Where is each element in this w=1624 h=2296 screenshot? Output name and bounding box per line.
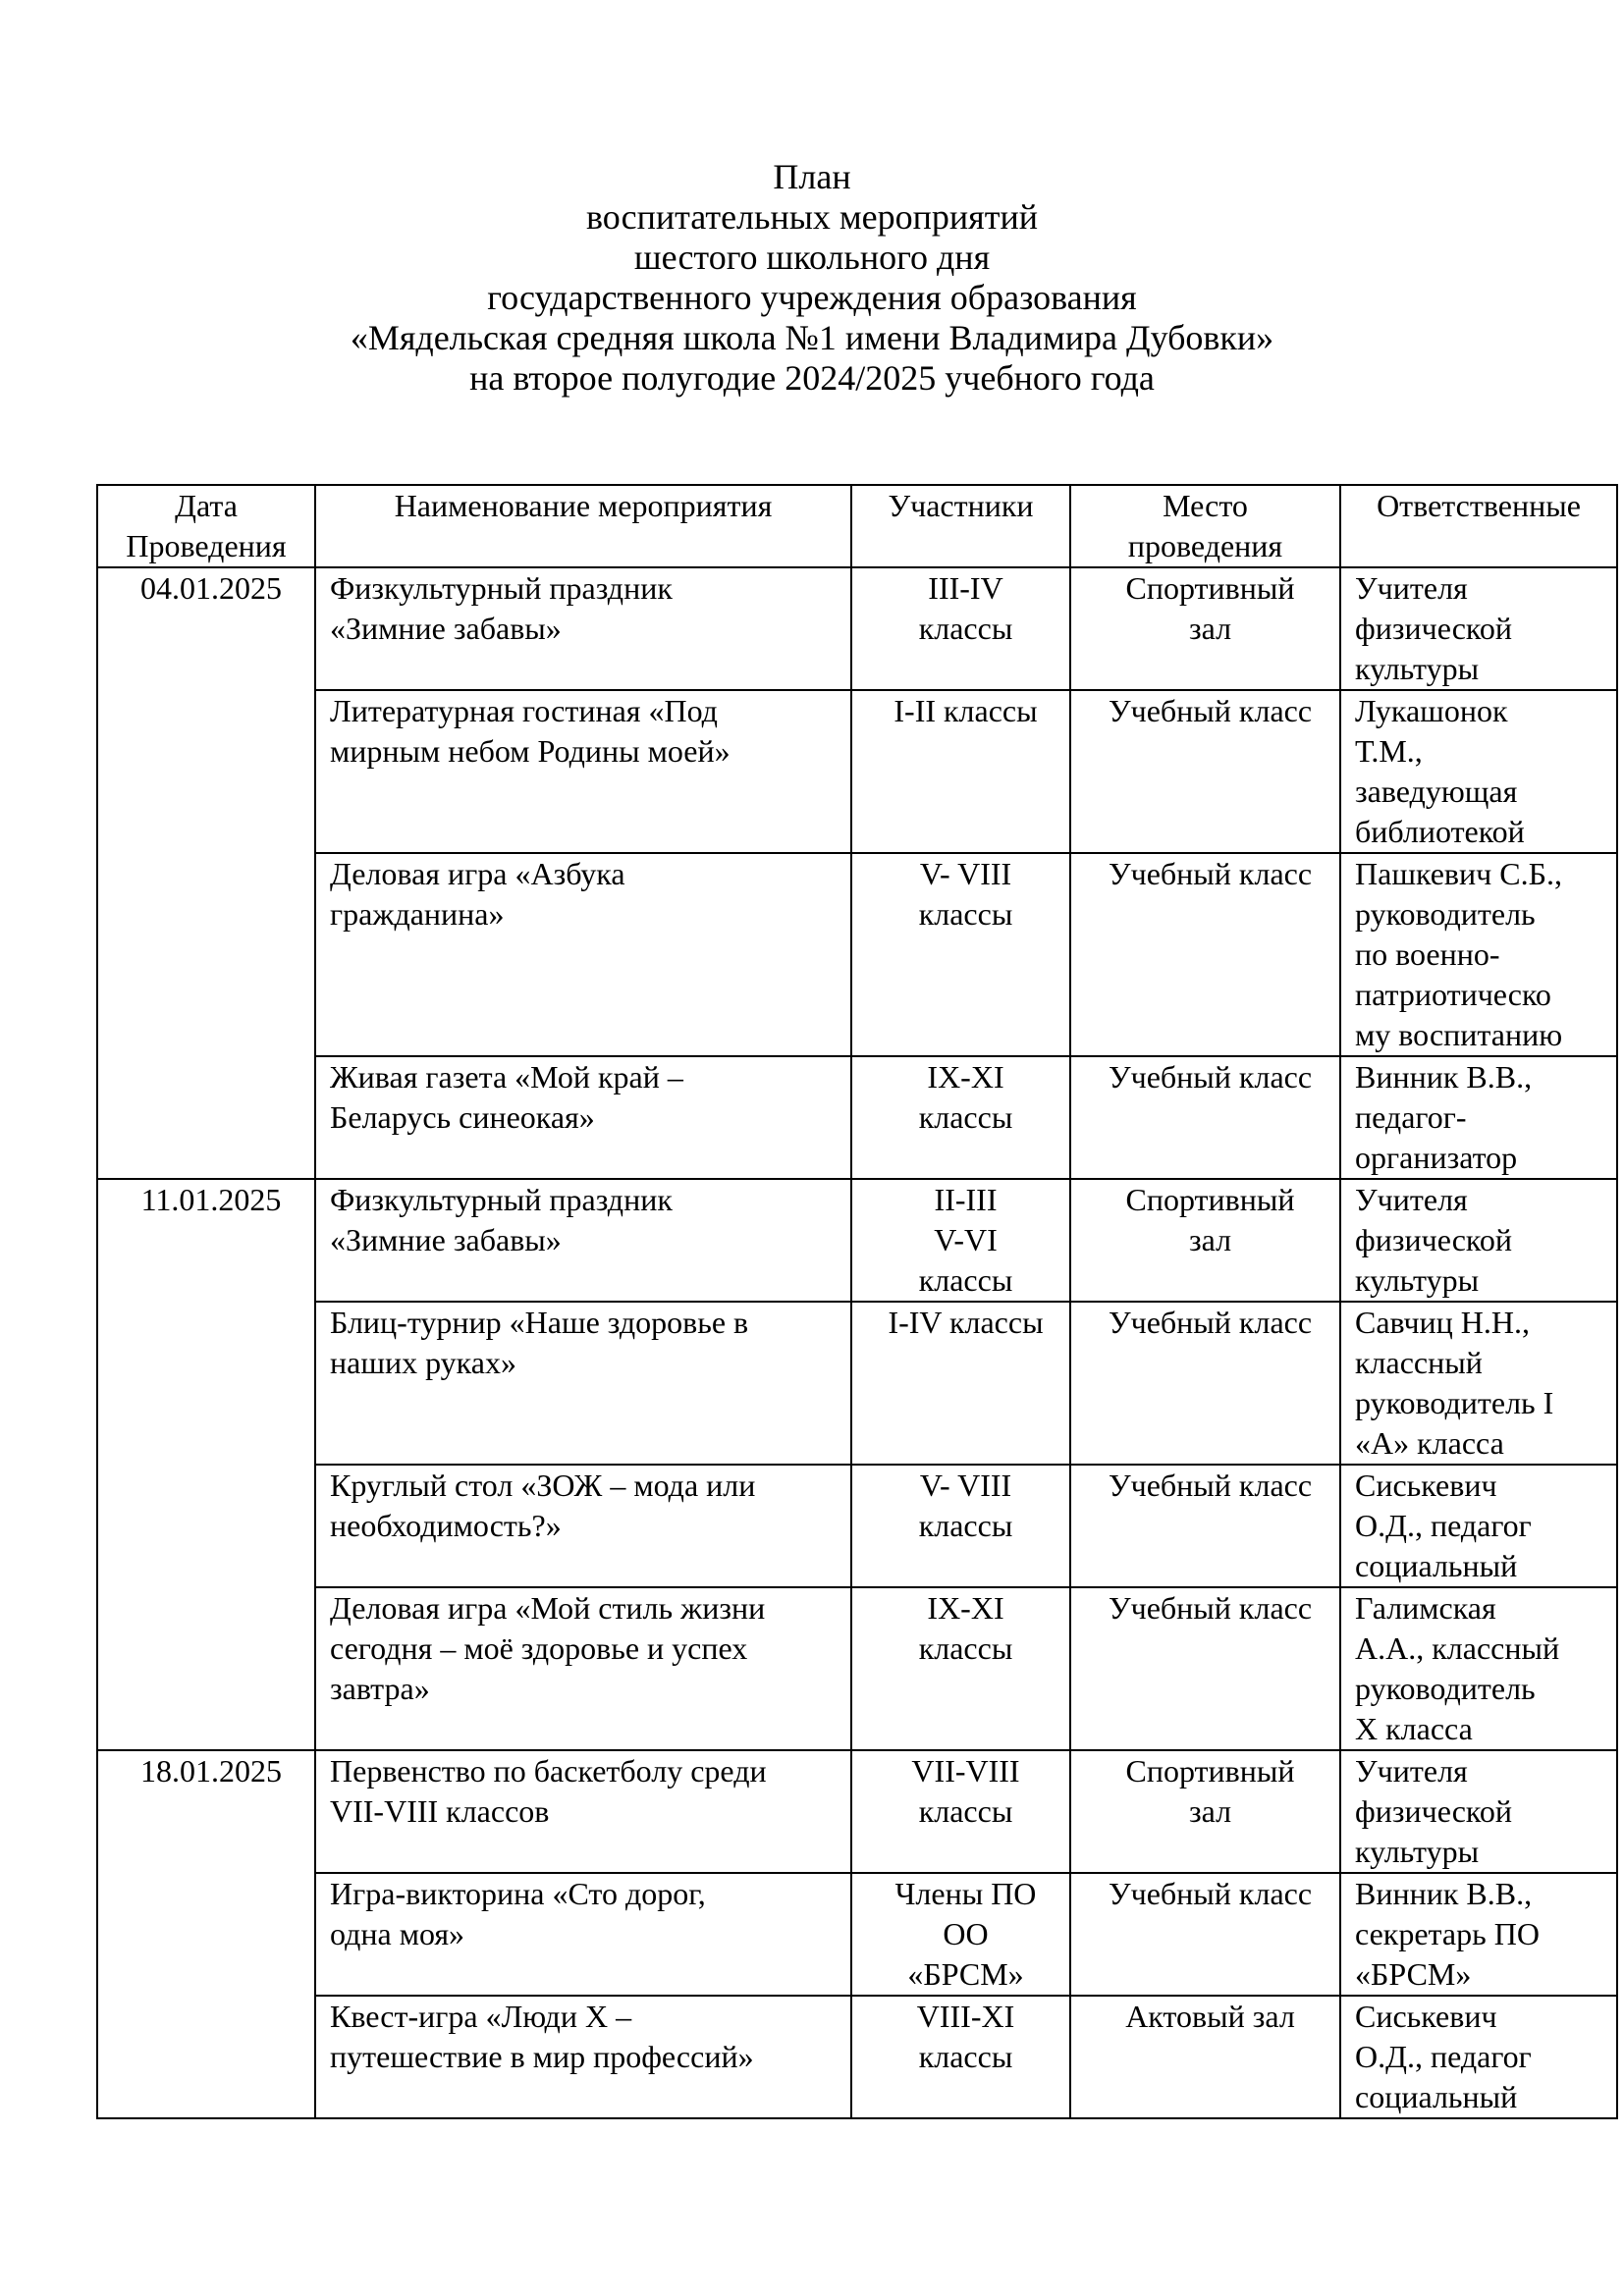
header-place-line: проведения (1127, 528, 1283, 563)
event-name-cell-line: Первенство по баскетболу среди (330, 1753, 767, 1789)
participants-cell-line: классы (918, 1508, 1013, 1543)
participants-cell (851, 1302, 1070, 1465)
responsible-cell-line: Винник В.В., (1355, 1059, 1533, 1095)
responsible-cell-line: педагог- (1355, 1099, 1467, 1135)
event-date-cell: 04.01.2025 (97, 567, 315, 1179)
responsible-cell-line: культуры (1355, 651, 1480, 686)
event-name-cell-line: Игра-викторина «Сто дорог, (330, 1876, 706, 1911)
responsible-cell-line: О.Д., педагог (1355, 1508, 1532, 1543)
responsible-cell-line: культуры (1355, 1262, 1480, 1298)
table-row (97, 1750, 1617, 1873)
responsible-cell-line: Винник В.В., (1355, 1876, 1533, 1911)
responsible-cell-line: руководитель (1355, 1671, 1536, 1706)
participants-cell (851, 1179, 1070, 1302)
table-row (97, 690, 1617, 853)
event-name-cell-line: гражданина» (330, 896, 505, 932)
place-cell (1070, 853, 1340, 1056)
place-cell (1070, 690, 1340, 853)
event-name-cell-line: необходимость?» (330, 1508, 562, 1543)
header-date-line: Дата (175, 488, 238, 523)
title-line: на второе полугодие 2024/2025 учебного года (469, 358, 1155, 398)
place-cell (1070, 567, 1340, 690)
header-event-name (315, 485, 851, 567)
event-name-cell-line: «Зимние забавы» (330, 611, 562, 646)
responsible-cell-line: Лукашонок (1355, 693, 1508, 728)
table-header-row (97, 485, 1617, 567)
place-cell (1070, 1465, 1340, 1587)
event-name-cell (315, 1873, 851, 1996)
responsible-cell (1340, 1873, 1617, 1996)
participants-cell-line: Члены ПО (894, 1876, 1037, 1911)
place-cell-line: Учебный класс (1108, 1305, 1313, 1340)
participants-cell-line: классы (918, 1793, 1013, 1829)
header-date-line: Проведения (126, 528, 287, 563)
event-name-cell-line: Деловая игра «Мой стиль жизни (330, 1590, 766, 1626)
participants-cell-line: классы (918, 2039, 1013, 2074)
place-cell-line: Учебный класс (1108, 856, 1313, 891)
event-name-cell-line: сегодня – моё здоровье и успех (330, 1630, 748, 1666)
event-name-cell-line: Беларусь синеокая» (330, 1099, 595, 1135)
responsible-cell (1340, 1750, 1617, 1873)
events-table (96, 484, 1618, 2119)
title-line: План (773, 157, 851, 196)
event-name-cell (315, 1750, 851, 1873)
event-name-cell-line: Квест-игра «Люди Х – (330, 1999, 632, 2034)
header-responsible (1340, 485, 1617, 567)
event-name-cell-line: завтра» (330, 1671, 430, 1706)
event-name-cell-line: Физкультурный праздник (330, 570, 673, 606)
responsible-cell-line: «А» класса (1355, 1425, 1504, 1461)
place-cell-line: Спортивный (1125, 570, 1295, 606)
header-participants (851, 485, 1070, 567)
participants-cell-line: IX-XI (927, 1590, 1004, 1626)
place-cell-line: Учебный класс (1108, 1590, 1313, 1626)
responsible-cell-line: организатор (1355, 1140, 1518, 1175)
place-cell-line: Учебный класс (1108, 1059, 1313, 1095)
responsible-cell-line: патриотическо (1355, 977, 1551, 1012)
table-row (97, 1873, 1617, 1996)
participants-cell-line: ОО (943, 1916, 989, 1951)
place-cell (1070, 1056, 1340, 1179)
place-cell-line: Спортивный (1125, 1182, 1295, 1217)
responsible-cell-line: классный (1355, 1345, 1483, 1380)
responsible-cell-line: физической (1355, 1793, 1512, 1829)
table-row (97, 1056, 1617, 1179)
place-cell-line: зал (1188, 1793, 1232, 1829)
participants-cell (851, 1056, 1070, 1179)
responsible-cell-line: Учителя (1355, 570, 1468, 606)
event-name-cell (315, 1179, 851, 1302)
table-row (97, 1179, 1617, 1302)
document-title (0, 157, 1624, 399)
event-name-cell-line: одна моя» (330, 1916, 465, 1951)
event-name-cell (315, 1302, 851, 1465)
participants-cell (851, 1587, 1070, 1750)
event-name-cell (315, 690, 851, 853)
header-responsible-line: Ответственные (1377, 488, 1581, 523)
responsible-cell-line: Сиськевич (1355, 1999, 1497, 2034)
table-row (97, 1996, 1617, 2118)
place-cell-line: зал (1188, 611, 1232, 646)
event-name-cell-line: Блиц-турнир «Наше здоровье в (330, 1305, 749, 1340)
responsible-cell-line: Учителя (1355, 1182, 1468, 1217)
place-cell-line: Учебный класс (1108, 693, 1313, 728)
participants-cell-line: классы (918, 1262, 1013, 1298)
event-name-cell-line: «Зимние забавы» (330, 1222, 562, 1257)
event-name-cell-line: VII-VIII классов (330, 1793, 550, 1829)
table-row (97, 853, 1617, 1056)
place-cell-line: Актовый зал (1125, 1999, 1295, 2034)
participants-cell-line: «БРСМ» (907, 1956, 1024, 1992)
responsible-cell (1340, 1302, 1617, 1465)
participants-cell-line: классы (918, 1630, 1013, 1666)
participants-cell-line: V- VIII (919, 856, 1012, 891)
responsible-cell (1340, 1179, 1617, 1302)
place-cell (1070, 1179, 1340, 1302)
participants-cell (851, 1873, 1070, 1996)
responsible-cell-line: секретарь ПО (1355, 1916, 1540, 1951)
participants-cell (851, 1996, 1070, 2118)
responsible-cell-line: физической (1355, 1222, 1512, 1257)
event-name-cell (315, 1587, 851, 1750)
responsible-cell-line: социальный (1355, 1548, 1518, 1583)
header-event-name-line: Наименование мероприятия (394, 488, 773, 523)
responsible-cell-line: культуры (1355, 1834, 1480, 1869)
responsible-cell-line: Савчиц Н.Н., (1355, 1305, 1530, 1340)
title-line: воспитательных мероприятий (585, 197, 1039, 237)
place-cell-line: зал (1188, 1222, 1232, 1257)
event-name-cell (315, 1465, 851, 1587)
responsible-cell (1340, 690, 1617, 853)
place-cell-line: Учебный класс (1108, 1468, 1313, 1503)
event-name-cell-line: Круглый стол «ЗОЖ – мода или (330, 1468, 756, 1503)
participants-cell-line: VIII-XI (916, 1999, 1015, 2034)
header-participants-line: Участники (888, 488, 1034, 523)
participants-cell (851, 690, 1070, 853)
place-cell-line: Спортивный (1125, 1753, 1295, 1789)
responsible-cell-line: А.А., классный (1355, 1630, 1560, 1666)
event-date-cell: 11.01.2025 (97, 1179, 315, 1750)
responsible-cell-line: Пашкевич С.Б., (1355, 856, 1562, 891)
participants-cell-line: IX-XI (927, 1059, 1004, 1095)
header-place (1070, 485, 1340, 567)
responsible-cell-line: О.Д., педагог (1355, 2039, 1532, 2074)
responsible-cell-line: Т.М., (1355, 733, 1423, 769)
event-name-cell (315, 853, 851, 1056)
participants-cell (851, 1465, 1070, 1587)
participants-cell-line: V- VIII (919, 1468, 1012, 1503)
place-cell (1070, 1996, 1340, 2118)
responsible-cell (1340, 1996, 1617, 2118)
responsible-cell-line: заведующая (1355, 774, 1518, 809)
responsible-cell-line: библиотекой (1355, 814, 1525, 849)
responsible-cell-line: Сиськевич (1355, 1468, 1497, 1503)
title-line: «Мядельская средняя школа №1 имени Владимира Дубовки» (350, 318, 1274, 357)
title-line: государственного учреждения образования (487, 278, 1137, 317)
responsible-cell-line: Галимская (1355, 1590, 1496, 1626)
event-name-cell-line: мирным небом Родины моей» (330, 733, 731, 769)
event-name-cell-line: Живая газета «Мой край – (330, 1059, 683, 1095)
participants-cell-line: III-IV (928, 570, 1003, 606)
place-cell (1070, 1873, 1340, 1996)
participants-cell-line: I-II классы (893, 693, 1038, 728)
event-name-cell (315, 1056, 851, 1179)
event-name-cell-line: Деловая игра «Азбука (330, 856, 625, 891)
responsible-cell-line: руководитель (1355, 896, 1536, 932)
participants-cell-line: классы (918, 611, 1013, 646)
table-row (97, 1302, 1617, 1465)
responsible-cell-line: Учителя (1355, 1753, 1468, 1789)
participants-cell (851, 1750, 1070, 1873)
event-name-cell-line: Литературная гостиная «Под (330, 693, 718, 728)
participants-cell (851, 567, 1070, 690)
event-date-cell: 18.01.2025 (97, 1750, 315, 2118)
responsible-cell (1340, 1587, 1617, 1750)
participants-cell-line: классы (918, 896, 1013, 932)
table-row (97, 567, 1617, 690)
header-date (97, 485, 315, 567)
participants-cell (851, 853, 1070, 1056)
responsible-cell-line: физической (1355, 611, 1512, 646)
responsible-cell-line: по военно- (1355, 936, 1500, 972)
responsible-cell-line: «БРСМ» (1355, 1956, 1472, 1992)
responsible-cell-line: му воспитанию (1355, 1017, 1563, 1052)
responsible-cell (1340, 1056, 1617, 1179)
participants-cell-line: VII-VIII (911, 1753, 1020, 1789)
table-row (97, 1587, 1617, 1750)
responsible-cell-line: руководитель I (1355, 1385, 1554, 1420)
place-cell-line: Учебный класс (1108, 1876, 1313, 1911)
participants-cell-line: II-III (934, 1182, 998, 1217)
responsible-cell (1340, 853, 1617, 1056)
table-row (97, 1465, 1617, 1587)
event-name-cell (315, 1996, 851, 2118)
event-name-cell (315, 567, 851, 690)
event-name-cell-line: наших руках» (330, 1345, 516, 1380)
event-name-cell-line: путешествие в мир профессий» (330, 2039, 754, 2074)
responsible-cell-line: X класса (1355, 1711, 1473, 1746)
participants-cell-line: V-VI (934, 1222, 998, 1257)
event-name-cell-line: Физкультурный праздник (330, 1182, 673, 1217)
responsible-cell (1340, 1465, 1617, 1587)
responsible-cell (1340, 567, 1617, 690)
place-cell (1070, 1302, 1340, 1465)
participants-cell-line: классы (918, 1099, 1013, 1135)
table-body (97, 567, 1617, 2118)
header-place-line: Место (1163, 488, 1248, 523)
place-cell (1070, 1750, 1340, 1873)
responsible-cell-line: социальный (1355, 2079, 1518, 2114)
participants-cell-line: I-IV классы (888, 1305, 1044, 1340)
title-line: шестого школьного дня (633, 238, 991, 277)
place-cell (1070, 1587, 1340, 1750)
